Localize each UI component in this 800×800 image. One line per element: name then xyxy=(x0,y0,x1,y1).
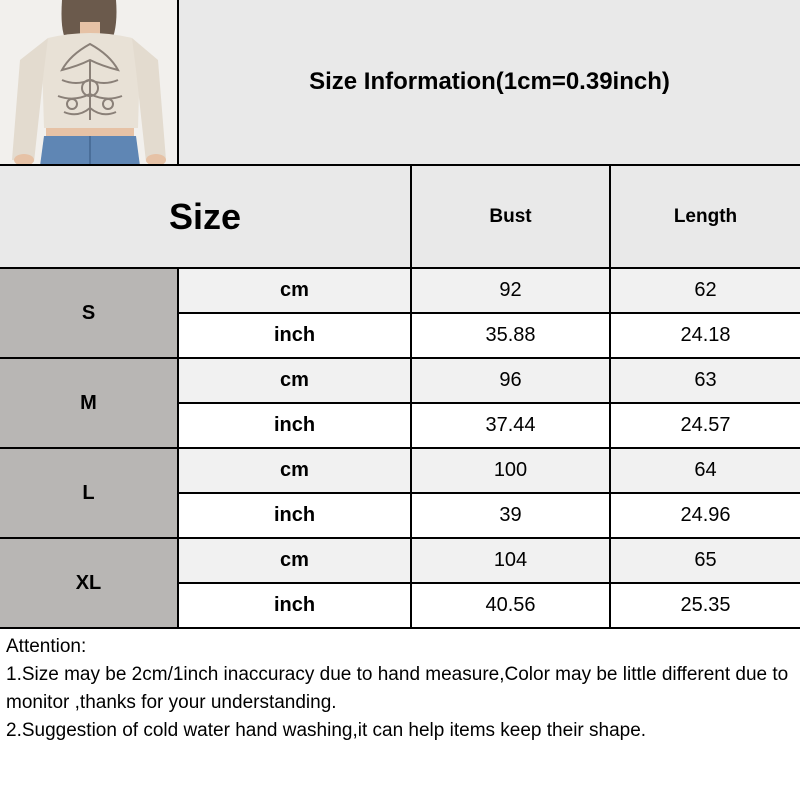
length-value: 24.57 xyxy=(611,404,800,449)
size-cell-s: S xyxy=(0,269,179,359)
length-value: 65 xyxy=(611,539,800,584)
unit-cell: cm xyxy=(179,539,412,584)
bust-value: 35.88 xyxy=(412,314,611,359)
page-title: Size Information(1cm=0.39inch) xyxy=(309,68,670,95)
product-photo-illustration xyxy=(0,0,179,166)
bust-value: 39 xyxy=(412,494,611,539)
unit-cell: inch xyxy=(179,584,412,629)
length-value: 24.18 xyxy=(611,314,800,359)
size-cell-m: M xyxy=(0,359,179,449)
bust-value: 40.56 xyxy=(412,584,611,629)
header-bust-label: Bust xyxy=(489,205,532,227)
unit-cell: inch xyxy=(179,404,412,449)
notes-heading: Attention: xyxy=(6,636,87,657)
header-length-label: Length xyxy=(673,205,738,227)
title-banner xyxy=(179,0,800,166)
size-cell-l: L xyxy=(0,449,179,539)
length-value: 63 xyxy=(611,359,800,404)
length-value: 62 xyxy=(611,269,800,314)
bust-value: 37.44 xyxy=(412,404,611,449)
product-photo xyxy=(0,0,179,166)
bust-value: 100 xyxy=(412,449,611,494)
header-length xyxy=(611,166,800,269)
bust-value: 104 xyxy=(412,539,611,584)
header-size xyxy=(0,166,412,269)
unit-cell: inch xyxy=(179,314,412,359)
notes-line-1: 1.Size may be 2cm/1inch inaccuracy due to hand measure,Color may be little different due to monitor ,thanks for your understanding. xyxy=(6,664,789,713)
attention-notes xyxy=(0,629,800,800)
unit-cell: cm xyxy=(179,449,412,494)
notes-line-2: 2.Suggestion of cold water hand washing,it can help items keep their shape. xyxy=(6,720,647,741)
length-value: 24.96 xyxy=(611,494,800,539)
length-value: 25.35 xyxy=(611,584,800,629)
bust-value: 96 xyxy=(412,359,611,404)
bust-value: 92 xyxy=(412,269,611,314)
header-bust xyxy=(412,166,611,269)
unit-cell: cm xyxy=(179,269,412,314)
header-size-label: Size xyxy=(168,195,242,237)
unit-cell: cm xyxy=(179,359,412,404)
length-value: 64 xyxy=(611,449,800,494)
unit-cell: inch xyxy=(179,494,412,539)
size-cell-xl: XL xyxy=(0,539,179,629)
